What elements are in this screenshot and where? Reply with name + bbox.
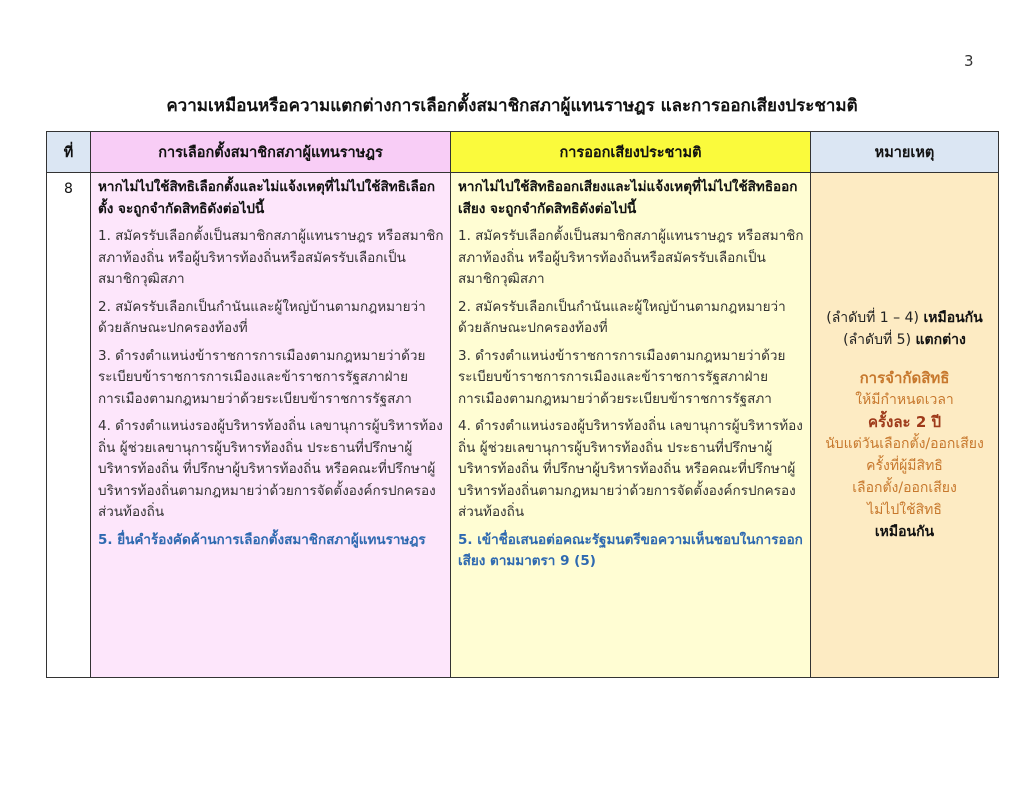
election-item-5: 5. ยื่นคำร้องคัดค้านการเลือกตั้งสมาชิกสภาผู้แทนราษฎร — [98, 531, 426, 548]
note-restrict-heading: การจำกัดสิทธิ — [859, 369, 950, 387]
note-time-limit: ให้มีกำหนดเวลา — [855, 392, 954, 408]
election-item-3: 3. ดำรงตำแหน่งข้าราชการการเมืองตามกฎหมายว่าด้วยระเบียบข้าราชการการเมืองและข้าราชการรัฐสภาฝ่ายการเมืองตามกฎหมายว่าด้วยระเบียบข้าราชการรัฐสภา — [98, 347, 426, 407]
election-cell — [91, 173, 451, 678]
election-item-4: 4. ดำรงตำแหน่งรองผู้บริหารท้องถิ่น เลขานุการผู้บริหารท้องถิ่น ผู้ช่วยเลขานุการผู้บริหารท้องถิ่น ประธานที่ปรึกษาผู้บริหารท้องถิ่น ที่ปรึกษาผู้บริหารท้องถิ่น หรือคณะที่ปรึกษาผู้บริหารท้องถิ่นตามกฎหมายว่าด้วยการจัดตั้งองค์กรปกครองส่วนท้องถิ่น — [98, 418, 443, 520]
document-title: ความเหมือนหรือความแตกต่างการเลือกตั้งสมาชิกสภาผู้แทนราษฎร และการออกเสียงประชามติ — [166, 96, 858, 116]
note-line-1 — [811, 307, 998, 329]
note-line-1-prefix: (ลำดับที่ 1 – 4) — [826, 310, 919, 326]
referendum-item-2: 2. สมัครรับเลือกเป็นกำนันและผู้ใหญ่บ้านตามกฎหมายว่าด้วยลักษณะปกครองท้องที่ — [458, 298, 786, 336]
referendum-item-5: 5. เข้าชื่อเสนอต่อคณะรัฐมนตรีขอความเห็นชอบในการออกเสียง ตามมาตรา 9 (5) — [458, 531, 803, 569]
page-number: 3 — [964, 52, 974, 70]
note-line-2-prefix: (ลำดับที่ 5) — [843, 332, 912, 348]
header-no: ที่ — [47, 132, 91, 173]
note-count-from-a: นับแต่วันเลือกตั้ง/ออกเสียง — [825, 436, 984, 452]
note-line-1-same: เหมือนกัน — [923, 310, 983, 326]
election-item-2: 2. สมัครรับเลือกเป็นกำนันและผู้ใหญ่บ้านตามกฎหมายว่าด้วยลักษณะปกครองท้องที่ — [98, 298, 426, 336]
row-number: 8 — [47, 173, 91, 678]
note-line-2-different: แตกต่าง — [915, 332, 966, 348]
header-referendum: การออกเสียงประชามติ — [451, 132, 811, 173]
header-note: หมายเหตุ — [811, 132, 999, 173]
election-item-1: 1. สมัครรับเลือกตั้งเป็นสมาชิกสภาผู้แทนราษฎร หรือสมาชิกสภาท้องถิ่น หรือผู้บริหารท้องถิ่นหรือสมัครรับเลือกเป็นสมาชิกวุฒิสภา — [98, 228, 444, 287]
table-row — [47, 173, 999, 678]
note-cell — [811, 173, 999, 678]
referendum-cell — [451, 173, 811, 678]
comparison-table — [46, 131, 999, 678]
note-count-from-d: ไม่ไปใช้สิทธิ — [867, 502, 942, 518]
referendum-item-1: 1. สมัครรับเลือกตั้งเป็นสมาชิกสภาผู้แทนราษฎร หรือสมาชิกสภาท้องถิ่น หรือผู้บริหารท้องถิ่นหรือสมัครรับเลือกเป็นสมาชิกวุฒิสภา — [458, 228, 804, 287]
referendum-intro: หากไม่ไปใช้สิทธิออกเสียงและไม่แจ้งเหตุที่ไม่ไปใช้สิทธิออกเสียง จะถูกจำกัดสิทธิดังต่อไปนี้ — [458, 179, 798, 217]
table-header-row — [47, 132, 999, 173]
referendum-item-4: 4. ดำรงตำแหน่งรองผู้บริหารท้องถิ่น เลขานุการผู้บริหารท้องถิ่น ผู้ช่วยเลขานุการผู้บริหารท้องถิ่น ประธานที่ปรึกษาผู้บริหารท้องถิ่น ที่ปรึกษาผู้บริหารท้องถิ่น หรือคณะที่ปรึกษาผู้บริหารท้องถิ่นตามกฎหมายว่าด้วยการจัดตั้งองค์กรปกครองส่วนท้องถิ่น — [458, 418, 803, 520]
note-count-from-c: เลือกตั้ง/ออกเสียง — [852, 480, 957, 496]
note-duration: ครั้งละ 2 ปี — [867, 413, 942, 431]
election-intro: หากไม่ไปใช้สิทธิเลือกตั้งและไม่แจ้งเหตุที่ไม่ไปใช้สิทธิเลือกตั้ง จะถูกจำกัดสิทธิดังต่อไปนี้ — [98, 179, 436, 217]
referendum-item-3: 3. ดำรงตำแหน่งข้าราชการการเมืองตามกฎหมายว่าด้วยระเบียบข้าราชการการเมืองและข้าราชการรัฐสภาฝ่ายการเมืองตามกฎหมายว่าด้วยระเบียบข้าราชการรัฐสภา — [458, 347, 786, 407]
header-election: การเลือกตั้งสมาชิกสภาผู้แทนราษฎร — [91, 132, 451, 173]
note-line-2 — [811, 329, 998, 351]
note-same: เหมือนกัน — [874, 524, 935, 540]
note-count-from-b: ครั้งที่ผู้มีสิทธิ — [866, 458, 943, 474]
